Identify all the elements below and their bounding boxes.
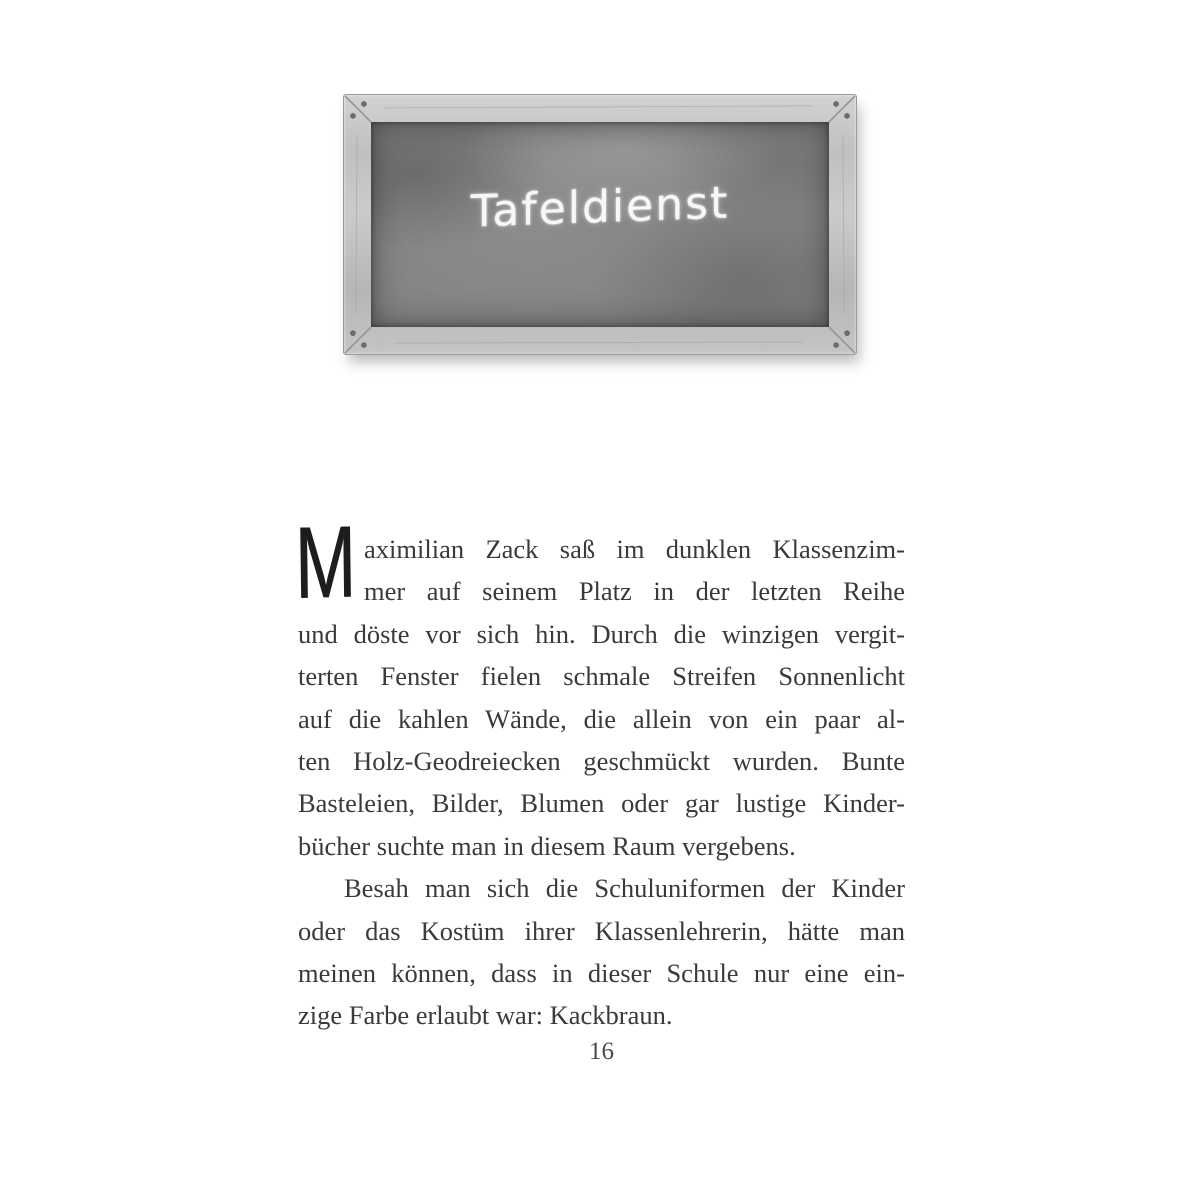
text-line: terten Fenster fielen schmale Streifen Sonnenlicht (298, 661, 905, 692)
text-line: oder das Kostüm ihrer Klassenlehrerin, hätte man (298, 915, 905, 946)
chalkboard-illustration (343, 94, 857, 355)
text-line: Besah man sich die Schuluniformen der Kinder (344, 873, 905, 904)
drop-cap: M (293, 504, 357, 620)
text-line: bücher suchte man in diesem Raum vergebens. (298, 830, 796, 861)
text-line: Basteleien, Bilder, Blumen oder gar lustige Kinder- (298, 788, 905, 819)
body-text (293, 504, 905, 1037)
page-number: 16 (589, 1038, 614, 1065)
chapter-title: Tafeldienst (470, 177, 730, 238)
chalkboard-frame (343, 94, 857, 355)
text-line: meinen können, dass in dieser Schule nur eine ein- (298, 957, 905, 988)
text-line: aximilian Zack saß im dunklen Klassenzim- (364, 534, 905, 564)
text-line: und döste vor sich hin. Durch die winzigen vergit- (298, 618, 905, 649)
chalkboard-surface (371, 122, 829, 327)
text-line: ten Holz-Geodreiecken geschmückt wurden. Bunte (298, 745, 905, 776)
text-line: zige Farbe erlaubt war: Kackbraun. (298, 1000, 673, 1031)
text-line: auf die kahlen Wände, die allein von ein paar al- (298, 703, 905, 734)
paragraph-2 (298, 867, 905, 1037)
paragraph-1 (298, 528, 905, 867)
text-line: mer auf seinem Platz in der letzten Reihe (364, 576, 905, 607)
